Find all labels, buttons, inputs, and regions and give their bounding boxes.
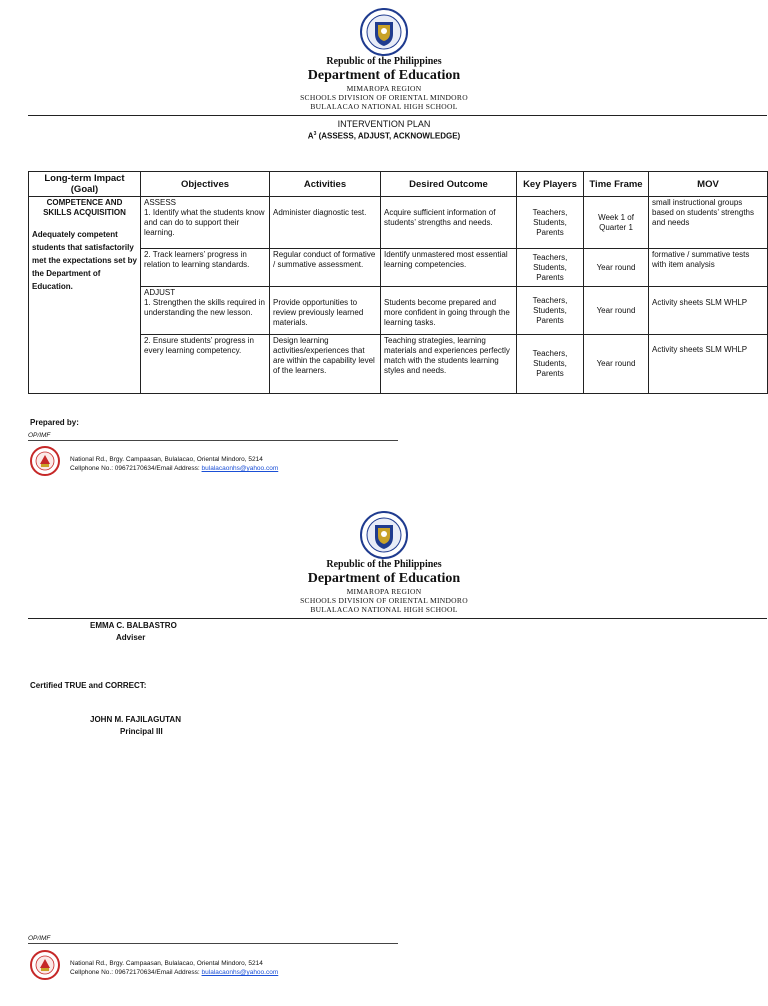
table-header-row [29, 172, 768, 197]
email-link[interactable]: bulalacaonhs@yahoo.com [201, 969, 279, 976]
phase-label: ASSESS [144, 198, 177, 207]
activity-cell: Administer diagnostic test. [270, 197, 381, 249]
mov-cell: formative / summative tests with item analysis [649, 249, 768, 287]
adviser-name: EMMA C. BALBASTRO [90, 621, 177, 630]
players-cell: Teachers, Students, Parents [517, 249, 584, 287]
region-text: MIMAROPA REGION [346, 587, 422, 596]
footer-address: National Rd., Brgy. Campaasan, Bulalacao, Oriental Mindoro, 5214 Cellphone No.: 09672170634/Email Address: bulalacaonhs@yahoo.com [70, 456, 279, 472]
time-cell: Year round [584, 249, 649, 287]
principal-title: Principal III [120, 727, 163, 736]
plan-title: INTERVENTION PLAN [337, 119, 431, 129]
activity-cell: Design learning activities/experiences that are within the capability level of the learners. [270, 335, 381, 394]
goal-cell [29, 197, 141, 394]
region-text: MIMAROPA REGION [346, 84, 422, 93]
outcome-cell: Students become prepared and more confident in going through the learning tasks. [381, 287, 517, 335]
header-divider [28, 618, 767, 619]
deped-seal-icon [360, 8, 408, 56]
header-goal: Long-term Impact (Goal) [29, 172, 141, 197]
time-cell: Year round [584, 335, 649, 394]
activity-cell: Regular conduct of formative / summative assessment. [270, 249, 381, 287]
header-desired-outcome: Desired Outcome [381, 172, 517, 197]
footer-divider [28, 943, 398, 944]
department-title: Department of Education [307, 571, 461, 586]
footer-code: OP/IMF [28, 935, 51, 942]
outcome-cell: Teaching strategies, learning materials and experiences perfectly match with the students learning styles and needs. [381, 335, 517, 394]
outcome-cell: Acquire sufficient information of students’ strengths and needs. [381, 197, 517, 249]
header-divider [28, 115, 767, 116]
school-logo-icon [30, 446, 60, 476]
plan-subtitle: $A^3$ (ASSESS, ADJUST, ACKNOWLEDGE) [307, 131, 461, 141]
players-cell: Teachers, Students, Parents [517, 197, 584, 249]
outcome-cell: Identify unmastered most essential learning competencies. [381, 249, 517, 287]
mov-cell: small instructional groups based on students’ strengths and needs [649, 197, 768, 249]
footer-code: OP/IMF [28, 432, 51, 439]
header-time-frame: Time Frame [584, 172, 649, 197]
header-objectives: Objectives [141, 172, 270, 197]
intervention-table [28, 171, 768, 394]
header-key-players: Key Players [517, 172, 584, 197]
footer-divider [28, 440, 398, 441]
objective-cell: ADJUST 1. Strengthen the skills required in understanding the new lesson. [141, 287, 270, 335]
players-cell: Teachers, Students, Parents [517, 335, 584, 394]
objective-cell: 2. Track learners’ progress in relation to learning standards. [141, 249, 270, 287]
players-cell: Teachers, Students, Parents [517, 287, 584, 335]
mov-cell: Activity sheets SLM WHLP [649, 287, 768, 335]
deped-seal-icon [360, 511, 408, 559]
republic-text: Republic of the Philippines [326, 559, 442, 570]
division-text: SCHOOLS DIVISION OF ORIENTAL MINDORO [300, 596, 468, 605]
certified-label: Certified TRUE and CORRECT: [30, 681, 147, 690]
objective-cell: ASSESS 1. Identify what the students know and can do to support their learning. [141, 197, 270, 249]
republic-text: Republic of the Philippines [326, 56, 442, 67]
header-activities: Activities [270, 172, 381, 197]
school-logo-icon [30, 950, 60, 980]
table-row [29, 197, 768, 249]
time-cell: Week 1 of Quarter 1 [584, 197, 649, 249]
school-text: BULALACAO NATIONAL HIGH SCHOOL [310, 605, 458, 614]
principal-name: JOHN M. FAJILAGUTAN [90, 715, 181, 724]
time-cell: Year round [584, 287, 649, 335]
prepared-by-label: Prepared by: [30, 418, 79, 427]
activity-cell: Provide opportunities to review previously learned materials. [270, 287, 381, 335]
email-link[interactable]: bulalacaonhs@yahoo.com [201, 465, 279, 472]
school-text: BULALACAO NATIONAL HIGH SCHOOL [310, 102, 458, 111]
department-title: Department of Education [307, 68, 461, 83]
footer-address: National Rd., Brgy. Campaasan, Bulalacao, Oriental Mindoro, 5214 Cellphone No.: 09672170634/Email Address: bulalacaonhs@yahoo.com [70, 960, 279, 976]
adviser-title: Adviser [116, 633, 146, 642]
mov-cell: Activity sheets SLM WHLP [649, 335, 768, 394]
goal-text: Adequately competent students that satisfactorily met the expectations set by the Department of Education. [32, 230, 137, 291]
phase-label: ADJUST [144, 288, 176, 297]
objective-cell: 2. Ensure students’ progress in every learning competency. [141, 335, 270, 394]
header-mov: MOV [649, 172, 768, 197]
goal-title: COMPETENCE AND SKILLS ACQUISITION [43, 198, 126, 217]
division-text: SCHOOLS DIVISION OF ORIENTAL MINDORO [300, 93, 468, 102]
